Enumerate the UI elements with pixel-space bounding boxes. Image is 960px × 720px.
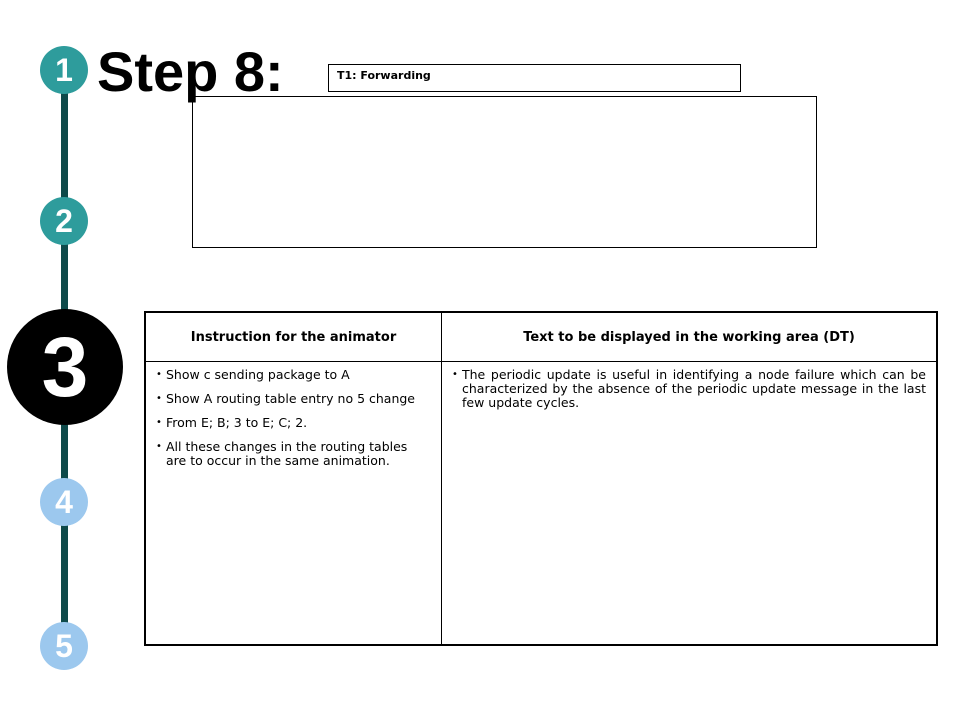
list-item: • Show A routing table entry no 5 change — [156, 392, 431, 406]
timeline-step-3-active[interactable]: 3 — [7, 309, 123, 425]
animator-instructions-cell — [146, 362, 442, 644]
table-header-row — [146, 313, 936, 362]
display-text-list — [452, 368, 926, 410]
list-item: • Show c sending package to A — [156, 368, 431, 382]
storyboard-table — [144, 311, 938, 646]
list-item: • From E; B; 3 to E; C; 2. — [156, 416, 431, 430]
topic-label: T1: Forwarding — [337, 69, 431, 82]
working-area-placeholder — [192, 96, 817, 248]
timeline-step-5[interactable]: 5 — [40, 622, 88, 670]
timeline-step-1[interactable]: 1 — [40, 46, 88, 94]
list-item: • The periodic update is useful in identifying a node failure which can be characterized by the absence of the periodic update message in the last few update cycles. — [452, 368, 926, 410]
header-display-text: Text to be displayed in the working area (DT) — [523, 329, 855, 345]
page-title: Step 8: — [97, 40, 284, 103]
timeline-step-2[interactable]: 2 — [40, 197, 88, 245]
topic-label-box — [328, 64, 741, 92]
display-text-cell — [442, 362, 936, 644]
list-item: • All these changes in the routing tables are to occur in the same animation. — [156, 440, 431, 468]
table-body-row — [146, 362, 936, 644]
header-animator-instructions: Instruction for the animator — [146, 313, 442, 361]
animator-instructions-list — [156, 368, 431, 468]
timeline-step-4[interactable]: 4 — [40, 478, 88, 526]
